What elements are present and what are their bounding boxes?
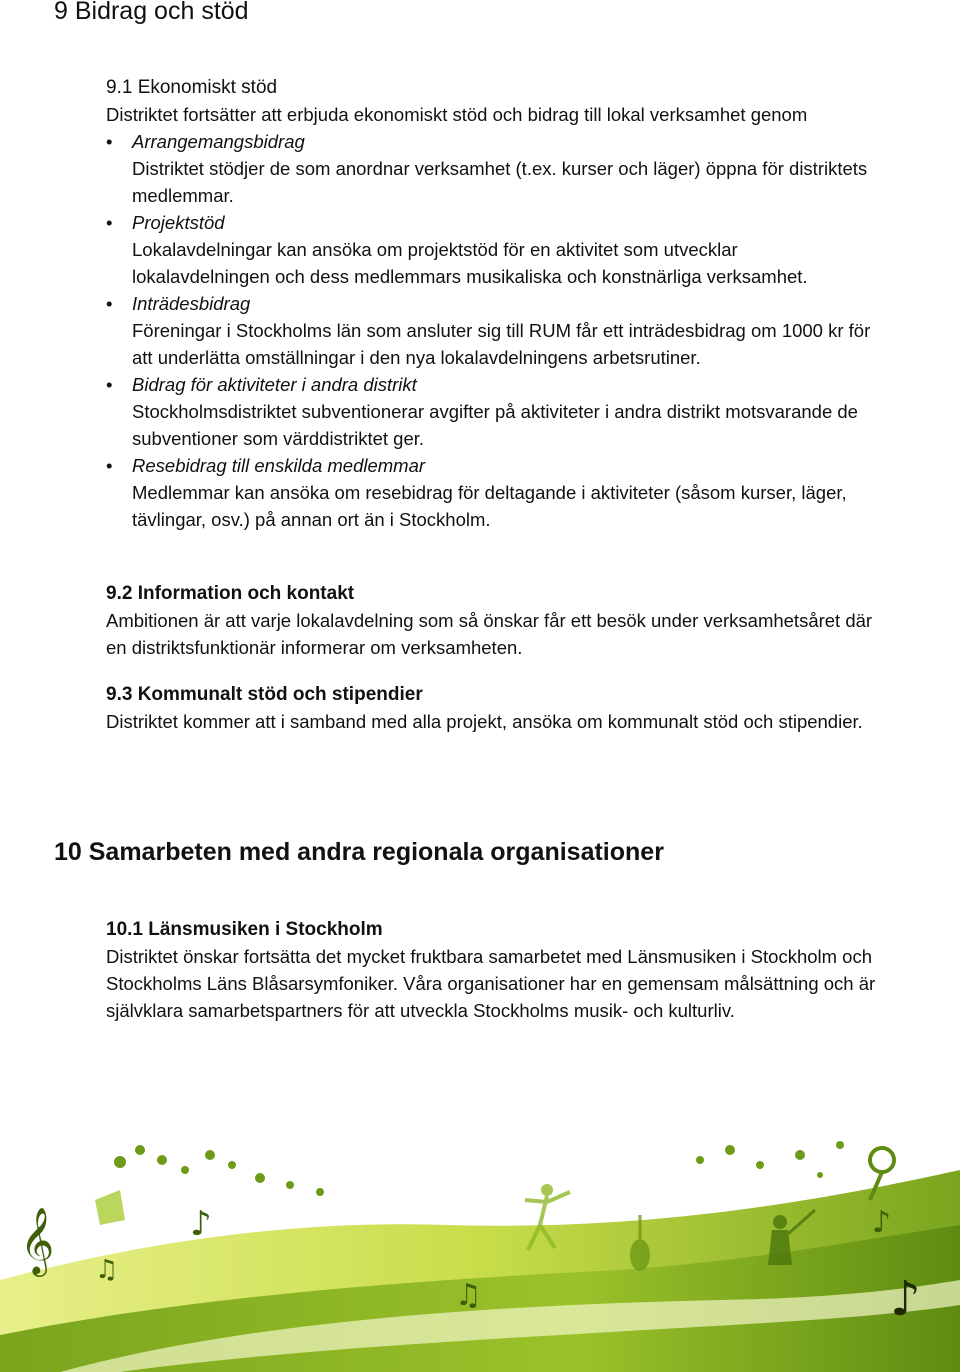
- section-9-2: [106, 580, 880, 661]
- grant-desc: Medlemmar kan ansöka om resebidrag för deltagande i aktiviteter (såsom kurser, läger, tävlingar, osv.) på annan ort än i Stockholm.: [132, 482, 847, 530]
- bullet-icon: •: [106, 131, 113, 152]
- grant-item: [106, 128, 880, 209]
- treble-clef-icon: 𝄞: [20, 1206, 55, 1274]
- section-10-1: [106, 916, 880, 1024]
- section-9-2-heading: 9.2 Information och kontakt: [106, 583, 355, 604]
- foliage-dots: [114, 1141, 844, 1196]
- grant-desc: Föreningar i Stockholms län som ansluter sig till RUM får ett inträdesbidrag om 1000 kr för att underlätta omställningar i den nya lokalavdelningens arbetsrutiner.: [132, 320, 871, 368]
- bullet-icon: •: [106, 374, 113, 395]
- grant-desc: Distriktet stödjer de som anordnar verksamhet (t.ex. kurser och läger) öppna för distriktets medlemmar.: [132, 158, 868, 206]
- grant-title: Resebidrag till enskilda medlemmar: [132, 455, 426, 476]
- grant-list: [106, 128, 880, 533]
- grant-title: Projektstöd: [132, 212, 225, 233]
- grant-title: Inträdesbidrag: [132, 293, 251, 314]
- bullet-icon: •: [106, 455, 113, 476]
- section-10-1-heading: 10.1 Länsmusiken i Stockholm: [106, 919, 383, 940]
- grant-item: [106, 290, 880, 371]
- music-note-icon: ♪: [890, 1271, 921, 1327]
- section-9-3-body: Distriktet kommer att i samband med alla projekt, ansöka om kommunalt stöd och stipendier.: [106, 711, 863, 732]
- grant-title: Arrangemangsbidrag: [132, 131, 305, 152]
- grant-item: [106, 452, 880, 533]
- grant-desc: Lokalavdelningar kan ansöka om projektstöd för en aktivitet som utvecklar lokalavdelningen och dess medlemmars musikaliska och konstnärliga verksamhet.: [132, 239, 808, 287]
- grant-item: [106, 371, 880, 452]
- bullet-icon: •: [106, 212, 113, 233]
- trumpet-icon: [95, 1190, 125, 1225]
- section-9-1: [106, 74, 880, 533]
- section-9-1-intro: Distriktet fortsätter att erbjuda ekonomiskt stöd och bidrag till lokal verksamhet genom: [106, 104, 808, 125]
- section-10-1-body: Distriktet önskar fortsätta det mycket fruktbara samarbetet med Länsmusiken i Stockholm och Stockholms Läns Blåsarsymfoniker. Våra organisationer har en gemensam målsättning och är självklara samarbetspartners för att utveckla Stockholms musik- och kulturliv.: [106, 946, 876, 1021]
- grant-title: Bidrag för aktiviteter i andra distrikt: [132, 374, 417, 395]
- music-note-icon: ♫: [95, 1255, 119, 1285]
- section-9-3: [106, 681, 880, 735]
- music-note-icon: ♫: [455, 1278, 482, 1313]
- grant-desc: Stockholmsdistriktet subventionerar avgifter på aktiviteter i andra distrikt motsvarande de subventioner som värddistriktet ger.: [132, 401, 858, 449]
- music-footer-illustration: [0, 1130, 960, 1372]
- bullet-icon: •: [106, 293, 113, 314]
- section-9-1-heading: 9.1 Ekonomiskt stöd: [106, 77, 278, 98]
- section-9-3-heading: 9.3 Kommunalt stöd och stipendier: [106, 684, 423, 705]
- chapter-9-title: 9 Bidrag och stöd: [54, 0, 249, 25]
- music-note-icon: ♪: [872, 1205, 892, 1240]
- chapter-10-title: 10 Samarbeten med andra regionala organisationer: [54, 838, 664, 866]
- grant-item: [106, 209, 880, 290]
- music-note-icon: ♪: [190, 1204, 212, 1244]
- section-9-2-body: Ambitionen är att varje lokalavdelning som så önskar får ett besök under verksamhetsåret där en distriktsfunktionär informerar om verksamheten.: [106, 610, 873, 658]
